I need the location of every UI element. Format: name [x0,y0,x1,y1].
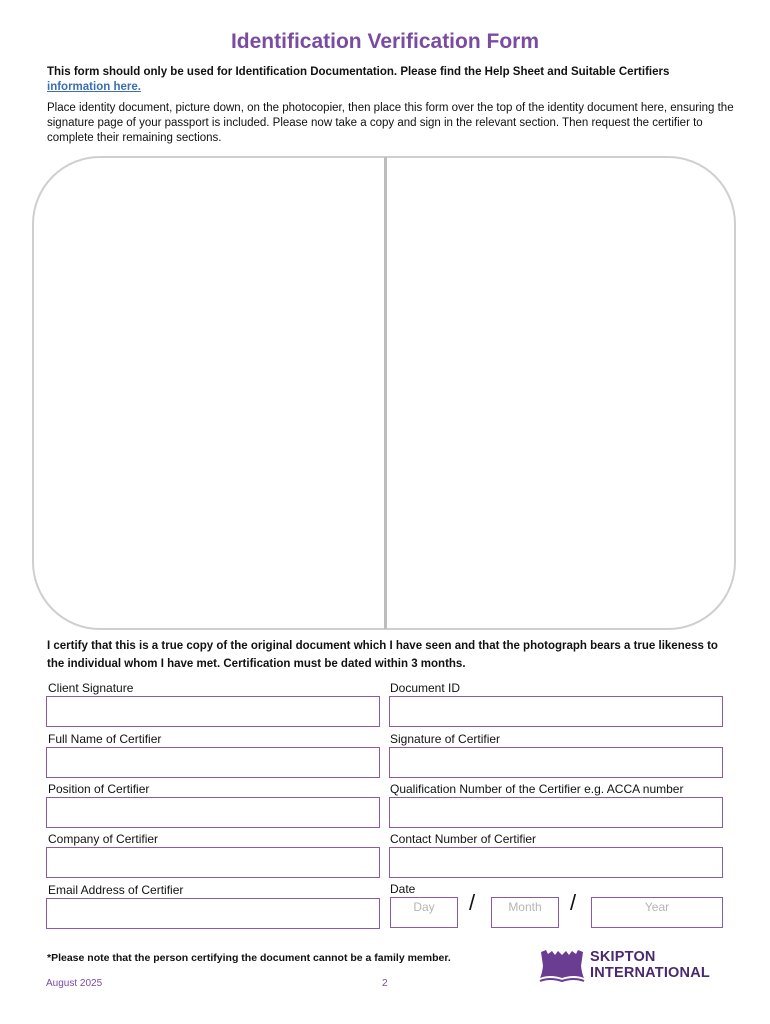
date-month-field[interactable]: Month [491,897,559,928]
signature-certifier-field[interactable] [389,747,723,778]
instructions-text: Place identity document, picture down, on the photocopier, then place this form over the top of the identity document here, ensuring the signature page of your passport is included. Please now take a copy and sign in the relevant section. Then request the certifier to complete their remaining sections. [47,102,734,144]
contact-number-label: Contact Number of Certifier [390,832,537,846]
date-label: Date [390,882,416,896]
full-name-certifier-field[interactable] [46,747,380,778]
page-number: 2 [382,978,388,989]
email-certifier-field[interactable] [46,898,380,929]
logo-line-1: SKIPTON [590,949,656,965]
intro-bold-text [47,65,727,95]
certification-statement: I certify that this is a true copy of the original document which I have seen and that the photograph bears a true likeness to the individual whom I have met. Certification must be dated within 3 months. [47,640,718,670]
qualification-number-label: Qualification Number of the Certifier e.g. ACCA number [390,782,684,796]
client-signature-label: Client Signature [48,681,134,695]
footer-date: August 2025 [46,978,103,989]
qualification-number-field[interactable] [389,797,723,828]
contact-number-field[interactable] [389,847,723,878]
company-certifier-field[interactable] [46,847,380,878]
date-separator: / [469,890,476,915]
signature-certifier-label: Signature of Certifier [390,732,501,746]
date-day-field[interactable]: Day [390,897,458,928]
date-separator: / [570,890,577,915]
logo-text [590,949,710,981]
document-area-divider [384,157,387,629]
document-id-field[interactable] [389,696,723,727]
position-certifier-label: Position of Certifier [48,782,150,796]
information-link[interactable]: information here. [47,81,141,93]
skipton-international-logo [538,948,718,988]
logo-mark-icon [538,948,586,984]
intro-bold-sentence: This form should only be used for Identification Documentation. Please find the Help Sheet and Suitable Certifiers [47,66,670,78]
full-name-certifier-label: Full Name of Certifier [48,732,162,746]
family-member-note: *Please note that the person certifying the document cannot be a family member. [47,952,451,964]
logo-line-2: INTERNATIONAL [590,965,710,981]
client-signature-field[interactable] [46,696,380,727]
form-title: Identification Verification Form [230,30,540,53]
position-certifier-field[interactable] [46,797,380,828]
company-certifier-label: Company of Certifier [48,832,159,846]
date-year-field[interactable]: Year [591,897,723,928]
document-id-label: Document ID [390,681,461,695]
email-certifier-label: Email Address of Certifier [48,883,184,897]
